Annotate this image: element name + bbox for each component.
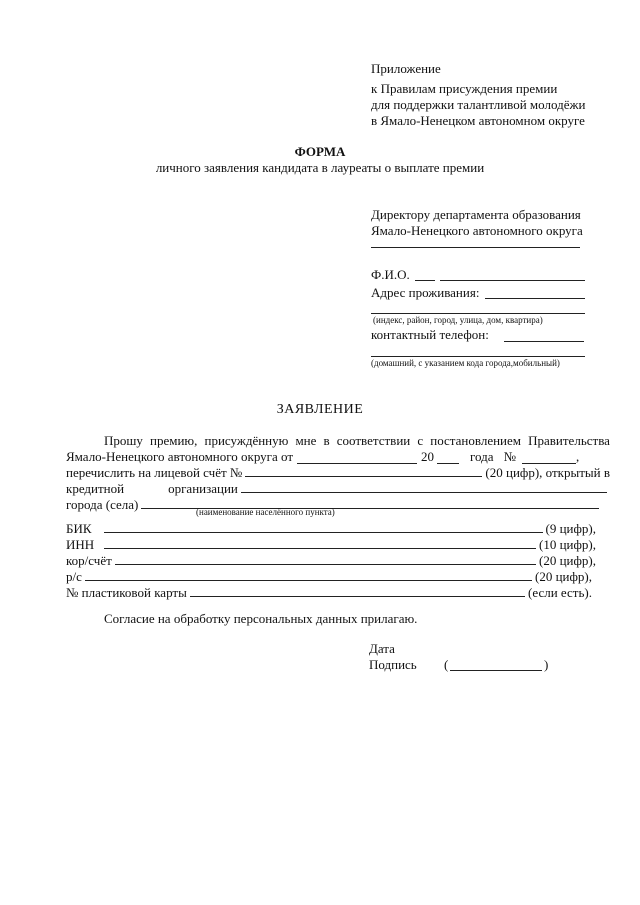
p1-word: с — [417, 433, 424, 448]
p1-word: постановлением — [430, 433, 522, 448]
p1-word: Прошу — [104, 433, 143, 448]
resolution-number-field[interactable] — [522, 451, 576, 464]
fio-field-short[interactable] — [415, 280, 435, 281]
appendix-line-2: для поддержки талантливой молодёжи — [371, 97, 586, 112]
card-field[interactable] — [190, 596, 525, 597]
p1-word: Правительства — [528, 433, 610, 448]
signature-label: Подпись — [369, 657, 417, 672]
credit-word: кредитной — [66, 481, 125, 496]
account-text: перечислить на лицевой счёт № — [66, 465, 243, 480]
corr-account-row — [66, 553, 596, 568]
address-field-line-2[interactable] — [371, 313, 585, 314]
form-subtitle: личного заявления кандидата в лауреаты о выплате премии — [155, 160, 485, 175]
phone-label: контактный телефон: — [371, 327, 489, 342]
phone-field-line-2[interactable] — [371, 356, 585, 357]
number-sign: № — [503, 449, 516, 464]
bik-field[interactable] — [104, 532, 543, 533]
appendix-title: Приложение — [371, 61, 441, 76]
resolution-text: Ямало-Ненецкого автономного округа от — [66, 449, 294, 464]
corr-account-field[interactable] — [115, 564, 536, 565]
settlement-account-label: р/с — [66, 569, 82, 584]
corr-account-suffix: (20 цифр), — [539, 553, 596, 568]
settlement-account-field[interactable] — [85, 580, 532, 581]
card-label: № пластиковой карты — [66, 585, 187, 600]
signature-field[interactable] — [450, 670, 542, 671]
corr-account-label: кор/счёт — [66, 553, 112, 568]
bik-label: БИК — [66, 521, 92, 536]
year-word: года — [470, 449, 494, 464]
city-label: города (села) — [66, 497, 139, 512]
consent-text: Согласие на обработку персональных данных прилагаю. — [104, 611, 418, 626]
date-label: Дата — [369, 641, 395, 656]
organization-word: организации — [168, 481, 238, 496]
p1-word: в — [323, 433, 330, 448]
signature-paren-open: ( — [444, 657, 449, 672]
addressee-line-1: Директору департамента образования — [371, 207, 581, 222]
inn-suffix: (10 цифр), — [539, 537, 596, 552]
inn-row — [66, 537, 596, 552]
city-hint: (наименование населённого пункта) — [196, 507, 335, 517]
address-label: Адрес проживания: — [371, 285, 480, 300]
p1-word: присуждённую — [204, 433, 289, 448]
address-hint: (индекс, район, город, улица, дом, квартира) — [373, 315, 543, 325]
bik-row — [66, 521, 596, 536]
signature-paren-close: ) — [544, 657, 549, 672]
appendix-line-1: к Правилам присуждения премии — [371, 81, 558, 96]
statement-paragraph-line-4 — [66, 481, 610, 496]
phone-hint: (домашний, с указанием кода города,мобильный) — [371, 358, 560, 368]
settlement-account-suffix: (20 цифр), — [535, 569, 592, 584]
statement-paragraph-line-3 — [66, 465, 610, 480]
statement-title: ЗАЯВЛЕНИЕ — [276, 402, 364, 417]
resolution-date-field[interactable] — [297, 451, 417, 464]
p1-word: премию, — [150, 433, 198, 448]
p1-word: мне — [295, 433, 317, 448]
resolution-year-field[interactable] — [437, 451, 459, 464]
fio-label: Ф.И.О. — [371, 267, 410, 282]
form-title: ФОРМА — [294, 144, 346, 159]
card-suffix: (если есть). — [528, 585, 592, 600]
card-row — [66, 585, 592, 600]
inn-field[interactable] — [104, 548, 536, 549]
addressee-blank-line[interactable] — [371, 247, 580, 248]
account-number-field[interactable] — [245, 476, 482, 477]
statement-paragraph-line-1 — [104, 433, 610, 448]
appendix-line-3: в Ямало-Ненецком автономном округе — [371, 113, 585, 128]
inn-label: ИНН — [66, 537, 95, 552]
organization-field[interactable] — [241, 492, 607, 493]
settlement-account-row — [66, 569, 592, 584]
statement-paragraph-line-2: Ямало-Ненецкого автономного округа от 20 года № , — [66, 449, 580, 464]
year-prefix: 20 — [421, 449, 435, 464]
address-field[interactable] — [485, 298, 585, 299]
addressee-line-2: Ямало-Ненецкого автономного округа — [371, 223, 583, 238]
account-suffix: (20 цифр), открытый в — [485, 465, 610, 480]
fio-field[interactable] — [440, 280, 585, 281]
phone-field[interactable] — [504, 341, 584, 342]
p1-word: соответствии — [336, 433, 411, 448]
bik-suffix: (9 цифр), — [545, 521, 596, 536]
